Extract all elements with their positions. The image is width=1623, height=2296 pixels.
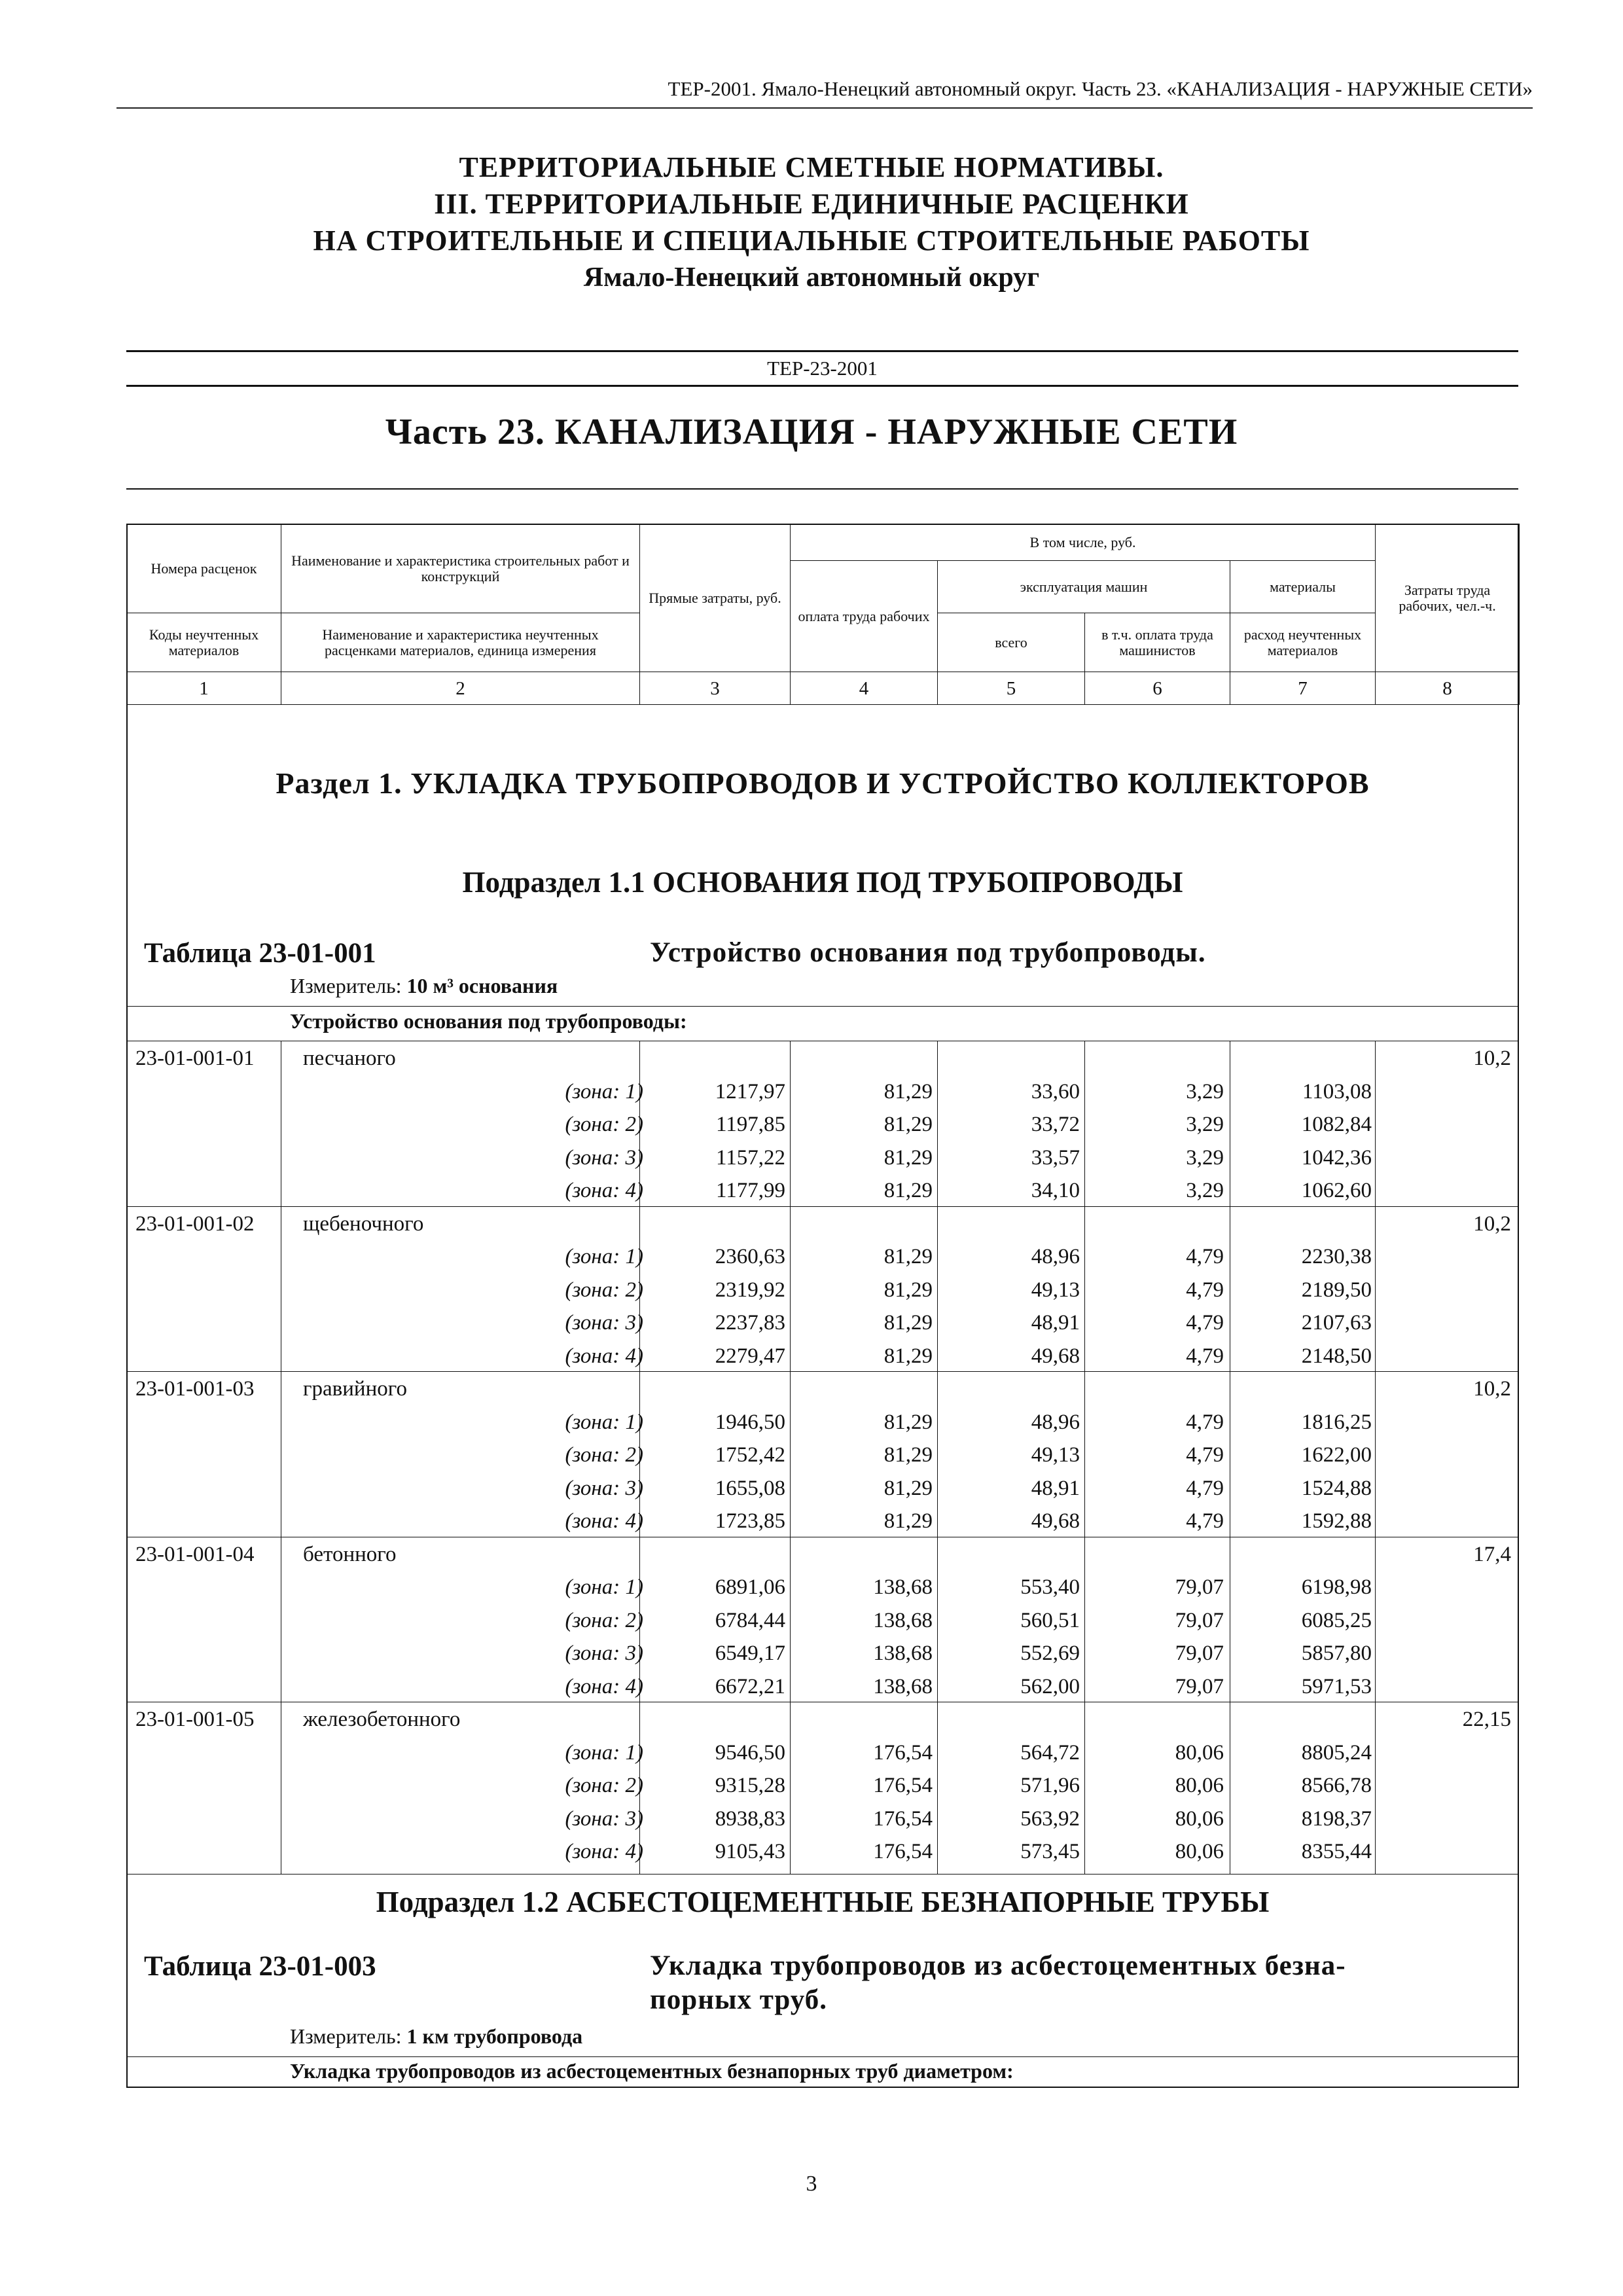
col5-header: всего (938, 613, 1085, 672)
machinist-pay: 80,06 (1175, 1740, 1224, 1765)
labor-cost: 10,2 (1473, 1047, 1511, 1070)
rate-row (0, 1042, 1623, 1075)
zone-row (0, 1835, 1623, 1868)
materials-cost: 8355,44 (1301, 1840, 1372, 1863)
rate-name: песчаного (303, 1047, 396, 1070)
machine-total: 563,92 (1020, 1806, 1080, 1831)
zone-row (0, 1803, 1623, 1835)
zone-label: (зона: 4) (565, 1509, 643, 1533)
zone-row (0, 1670, 1623, 1703)
materials-cost: 8805,24 (1301, 1740, 1372, 1765)
region-name: Ямало-Ненецкий автономный округ (583, 262, 1040, 293)
worker-pay: 138,68 (873, 1575, 933, 1599)
direct-cost: 1752,42 (715, 1443, 785, 1467)
col-number: 8 (1376, 672, 1520, 705)
materials-header: материалы (1230, 561, 1376, 613)
machine-total: 48,96 (1031, 1410, 1080, 1434)
table-name (650, 1949, 1435, 2017)
zone-label: (зона: 1) (565, 1079, 643, 1103)
machine-total: 34,10 (1031, 1179, 1080, 1202)
table-name: Устройство основания под трубопроводы. (650, 937, 1206, 968)
materials-cost: 6198,98 (1301, 1575, 1372, 1599)
worker-pay: 81,29 (883, 1344, 933, 1368)
worker-pay: 81,29 (883, 1145, 933, 1170)
direct-cost: 8938,83 (715, 1806, 785, 1831)
col3-header: Прямые затраты, руб. (640, 524, 791, 672)
including-header: В том числе, руб. (791, 524, 1376, 561)
table-header (126, 524, 1520, 705)
measure-unit (290, 974, 558, 998)
zone-row (0, 1406, 1623, 1439)
worker-pay: 81,29 (883, 1245, 933, 1268)
col4-header: оплата труда рабочих (791, 561, 938, 672)
zone-label: (зона: 4) (565, 1179, 643, 1202)
zone-row (0, 1340, 1623, 1372)
materials-cost: 1103,08 (1302, 1079, 1372, 1103)
direct-cost: 6891,06 (715, 1575, 785, 1599)
rate-name: гравийного (303, 1377, 407, 1401)
machinist-pay: 3,29 (1186, 1145, 1224, 1170)
worker-pay: 138,68 (873, 1608, 933, 1632)
worker-pay: 81,29 (883, 1443, 933, 1467)
direct-cost: 1177,99 (715, 1179, 785, 1202)
machinist-pay: 4,79 (1186, 1245, 1224, 1268)
machine-total: 560,51 (1020, 1608, 1080, 1632)
materials-cost: 8198,37 (1301, 1806, 1372, 1831)
machinist-pay: 79,07 (1175, 1575, 1224, 1599)
col1-bottom-header: Коды неучтенных материалов (127, 613, 281, 672)
divider (126, 1006, 1519, 1007)
machine-total: 553,40 (1020, 1575, 1080, 1599)
machine-total: 48,96 (1031, 1245, 1080, 1268)
zone-label: (зона: 2) (565, 1443, 643, 1467)
direct-cost: 6784,44 (715, 1608, 785, 1632)
worker-pay: 81,29 (883, 1179, 933, 1202)
table-number: Таблица 23-01-001 (144, 938, 376, 969)
zone-row (0, 1604, 1623, 1637)
worker-pay: 81,29 (883, 1079, 933, 1103)
col6-header: в т.ч. оплата труда машинистов (1085, 613, 1230, 672)
worker-pay: 81,29 (883, 1311, 933, 1335)
zone-row (0, 1769, 1623, 1802)
worker-pay: 138,68 (873, 1641, 933, 1665)
worker-pay: 81,29 (883, 1509, 933, 1533)
zone-row (0, 1736, 1623, 1769)
rate-row (0, 1538, 1623, 1571)
measure-unit (290, 2024, 582, 2049)
machine-total: 48,91 (1031, 1311, 1080, 1335)
materials-cost: 2230,38 (1301, 1245, 1372, 1268)
machine-total: 33,72 (1031, 1113, 1080, 1136)
worker-pay: 81,29 (883, 1113, 933, 1136)
machinist-pay: 4,79 (1186, 1344, 1224, 1368)
document-title (0, 149, 1623, 296)
zone-row (0, 1472, 1623, 1505)
machine-total: 571,96 (1020, 1774, 1080, 1797)
worker-pay: 176,54 (873, 1840, 933, 1863)
zone-row (0, 1571, 1623, 1604)
worker-pay: 176,54 (873, 1806, 933, 1831)
col7-header: расход неучтенных материалов (1230, 613, 1376, 672)
direct-cost: 1217,97 (715, 1079, 785, 1103)
machinist-pay: 3,29 (1186, 1113, 1224, 1136)
direct-cost: 1946,50 (715, 1410, 785, 1434)
worker-pay: 81,29 (883, 1410, 933, 1434)
zone-label: (зона: 4) (565, 1840, 643, 1863)
table-name-line: Укладка трубопроводов из асбестоцементных безна- (650, 1950, 1346, 1981)
zone-row (0, 1240, 1623, 1273)
col-number: 4 (791, 672, 938, 705)
rate-code: 23-01-001-05 (135, 1708, 255, 1731)
labor-cost: 10,2 (1473, 1211, 1511, 1236)
zone-label: (зона: 4) (565, 1674, 643, 1698)
rate-row (0, 1703, 1623, 1736)
materials-cost: 1082,84 (1301, 1113, 1372, 1136)
machine-total: 33,60 (1031, 1079, 1080, 1103)
rate-name: железобетонного (303, 1708, 461, 1731)
zone-label: (зона: 4) (565, 1344, 643, 1368)
materials-cost: 1042,36 (1301, 1145, 1372, 1170)
col8-header: Затраты труда рабочих, чел.-ч. (1376, 524, 1520, 672)
machinist-pay: 4,79 (1186, 1509, 1224, 1533)
materials-cost: 2189,50 (1301, 1278, 1372, 1302)
col-number: 3 (640, 672, 791, 705)
direct-cost: 1157,22 (715, 1145, 785, 1170)
divider (126, 488, 1518, 490)
group-title: Укладка трубопроводов из асбестоцементных безнапорных труб диаметром: (290, 2059, 1014, 2083)
divider (126, 1371, 1519, 1372)
col-number: 2 (281, 672, 640, 705)
zone-row (0, 1505, 1623, 1537)
machine-total: 564,72 (1020, 1740, 1080, 1765)
zone-row (0, 1075, 1623, 1108)
machinist-pay: 3,29 (1186, 1179, 1224, 1202)
machine-total: 49,13 (1031, 1278, 1080, 1302)
machinist-pay: 4,79 (1186, 1476, 1224, 1500)
table-number: Таблица 23-01-003 (144, 1951, 376, 1982)
machines-header: эксплуатация машин (938, 561, 1230, 613)
materials-cost: 1816,25 (1301, 1410, 1372, 1434)
subsection-title: Подраздел 1.2 АСБЕСТОЦЕМЕНТНЫЕ БЕЗНАПОРНЫЕ ТРУБЫ (376, 1886, 1270, 1918)
direct-cost: 1655,08 (715, 1476, 785, 1500)
col1-top-header: Номера расценок (127, 524, 281, 613)
col2-top-header: Наименование и характеристика строительных работ и конструкций (281, 524, 640, 613)
zone-label: (зона: 3) (565, 1641, 643, 1665)
divider (126, 1206, 1519, 1207)
machine-total: 49,13 (1031, 1443, 1080, 1467)
col-number: 1 (127, 672, 281, 705)
rate-name: бетонного (303, 1542, 397, 1566)
worker-pay: 176,54 (873, 1740, 933, 1765)
zone-label: (зона: 2) (565, 1608, 643, 1632)
zone-label: (зона: 1) (565, 1575, 643, 1599)
materials-cost: 2107,63 (1301, 1311, 1372, 1335)
materials-cost: 1062,60 (1301, 1179, 1372, 1202)
direct-cost: 6549,17 (715, 1641, 785, 1665)
materials-cost: 6085,25 (1301, 1608, 1372, 1632)
direct-cost: 1723,85 (715, 1509, 785, 1533)
direct-cost: 1197,85 (715, 1113, 785, 1136)
part-title: Часть 23. КАНАЛИЗАЦИЯ - НАРУЖНЫЕ СЕТИ (385, 412, 1238, 452)
machinist-pay: 79,07 (1175, 1674, 1224, 1698)
zone-label: (зона: 3) (565, 1806, 643, 1831)
col2-bottom-header: Наименование и характеристика неучтенных расценками материалов, единица измерения (281, 613, 640, 672)
machine-total: 49,68 (1031, 1344, 1080, 1368)
direct-cost: 9105,43 (715, 1840, 785, 1863)
machinist-pay: 4,79 (1186, 1278, 1224, 1302)
machinist-pay: 79,07 (1175, 1608, 1224, 1632)
zone-label: (зона: 3) (565, 1145, 643, 1170)
zone-row (0, 1274, 1623, 1306)
labor-cost: 10,2 (1473, 1377, 1511, 1401)
rate-name: щебеночного (303, 1211, 424, 1236)
running-header: ТЕР-2001. Ямало-Ненецкий автономный округ. Часть 23. «КАНАЛИЗАЦИЯ - НАРУЖНЫЕ СЕТИ» (116, 73, 1533, 109)
title-line-1: ТЕРРИТОРИАЛЬНЫЕ СМЕТНЫЕ НОРМАТИВЫ. (459, 151, 1164, 183)
machinist-pay: 80,06 (1175, 1806, 1224, 1831)
zone-row (0, 1306, 1623, 1339)
materials-cost: 1592,88 (1301, 1509, 1372, 1533)
col-number: 5 (938, 672, 1085, 705)
zone-row (0, 1174, 1623, 1207)
section-title: Раздел 1. УКЛАДКА ТРУБОПРОВОДОВ И УСТРОЙСТВО КОЛЛЕКТОРОВ (276, 766, 1370, 800)
measure-value: 1 км трубопровода (406, 2024, 583, 2048)
direct-cost: 2360,63 (715, 1245, 785, 1268)
machinist-pay: 4,79 (1186, 1410, 1224, 1434)
machine-total: 33,57 (1031, 1145, 1080, 1170)
zone-row (0, 1141, 1623, 1174)
col-number: 6 (1085, 672, 1230, 705)
machinist-pay: 79,07 (1175, 1641, 1224, 1665)
materials-cost: 1622,00 (1301, 1443, 1372, 1467)
machine-total: 48,91 (1031, 1476, 1080, 1500)
zone-row (0, 1637, 1623, 1670)
labor-cost: 17,4 (1473, 1542, 1511, 1566)
direct-cost: 9315,28 (715, 1774, 785, 1797)
document-code: ТЕР-23-2001 (126, 350, 1518, 387)
zone-label: (зона: 2) (565, 1774, 643, 1797)
zone-label: (зона: 2) (565, 1278, 643, 1302)
measure-value: 10 м³ основания (406, 974, 558, 997)
machine-total: 562,00 (1020, 1674, 1080, 1698)
machinist-pay: 80,06 (1175, 1840, 1224, 1863)
measure-label: Измеритель: (290, 974, 402, 997)
zone-label: (зона: 3) (565, 1476, 643, 1500)
divider (126, 2056, 1519, 2057)
labor-cost: 22,15 (1462, 1708, 1511, 1731)
page-number: 3 (806, 2172, 817, 2196)
worker-pay: 176,54 (873, 1774, 933, 1797)
zone-label: (зона: 2) (565, 1113, 643, 1136)
rate-row (0, 1372, 1623, 1405)
zone-row (0, 1108, 1623, 1141)
direct-cost: 2319,92 (715, 1278, 785, 1302)
group-title: Устройство основания под трубопроводы: (290, 1009, 687, 1033)
direct-cost: 9546,50 (715, 1740, 785, 1765)
worker-pay: 81,29 (883, 1278, 933, 1302)
machine-total: 573,45 (1020, 1840, 1080, 1863)
rate-code: 23-01-001-03 (135, 1377, 255, 1401)
direct-cost: 6672,21 (715, 1674, 785, 1698)
worker-pay: 81,29 (883, 1476, 933, 1500)
zone-row (0, 1439, 1623, 1471)
materials-cost: 1524,88 (1301, 1476, 1372, 1500)
machinist-pay: 80,06 (1175, 1774, 1224, 1797)
rate-code: 23-01-001-02 (135, 1211, 255, 1236)
machinist-pay: 3,29 (1186, 1079, 1224, 1103)
zone-label: (зона: 1) (565, 1410, 643, 1434)
materials-cost: 2148,50 (1301, 1344, 1372, 1368)
materials-cost: 5971,53 (1301, 1674, 1372, 1698)
subsection-title: Подраздел 1.1 ОСНОВАНИЯ ПОД ТРУБОПРОВОДЫ (462, 866, 1183, 899)
table-name-line: порных труб. (650, 1984, 827, 2015)
zone-label: (зона: 3) (565, 1311, 643, 1335)
measure-label: Измеритель: (290, 2024, 402, 2048)
machinist-pay: 4,79 (1186, 1311, 1224, 1335)
zone-label: (зона: 1) (565, 1245, 643, 1268)
rate-code: 23-01-001-04 (135, 1542, 255, 1566)
rate-row (0, 1208, 1623, 1240)
direct-cost: 2279,47 (715, 1344, 785, 1368)
machine-total: 552,69 (1020, 1641, 1080, 1665)
col-number: 7 (1230, 672, 1376, 705)
rate-code: 23-01-001-01 (135, 1047, 255, 1070)
materials-cost: 5857,80 (1301, 1641, 1372, 1665)
title-line-2: III. ТЕРРИТОРИАЛЬНЫЕ ЕДИНИЧНЫЕ РАСЦЕНКИ (434, 188, 1189, 220)
worker-pay: 138,68 (873, 1674, 933, 1698)
materials-cost: 8566,78 (1301, 1774, 1372, 1797)
title-line-3: НА СТРОИТЕЛЬНЫЕ И СПЕЦИАЛЬНЫЕ СТРОИТЕЛЬНЫЕ РАБОТЫ (313, 224, 1310, 257)
machine-total: 49,68 (1031, 1509, 1080, 1533)
zone-label: (зона: 1) (565, 1740, 643, 1765)
machinist-pay: 4,79 (1186, 1443, 1224, 1467)
direct-cost: 2237,83 (715, 1311, 785, 1335)
